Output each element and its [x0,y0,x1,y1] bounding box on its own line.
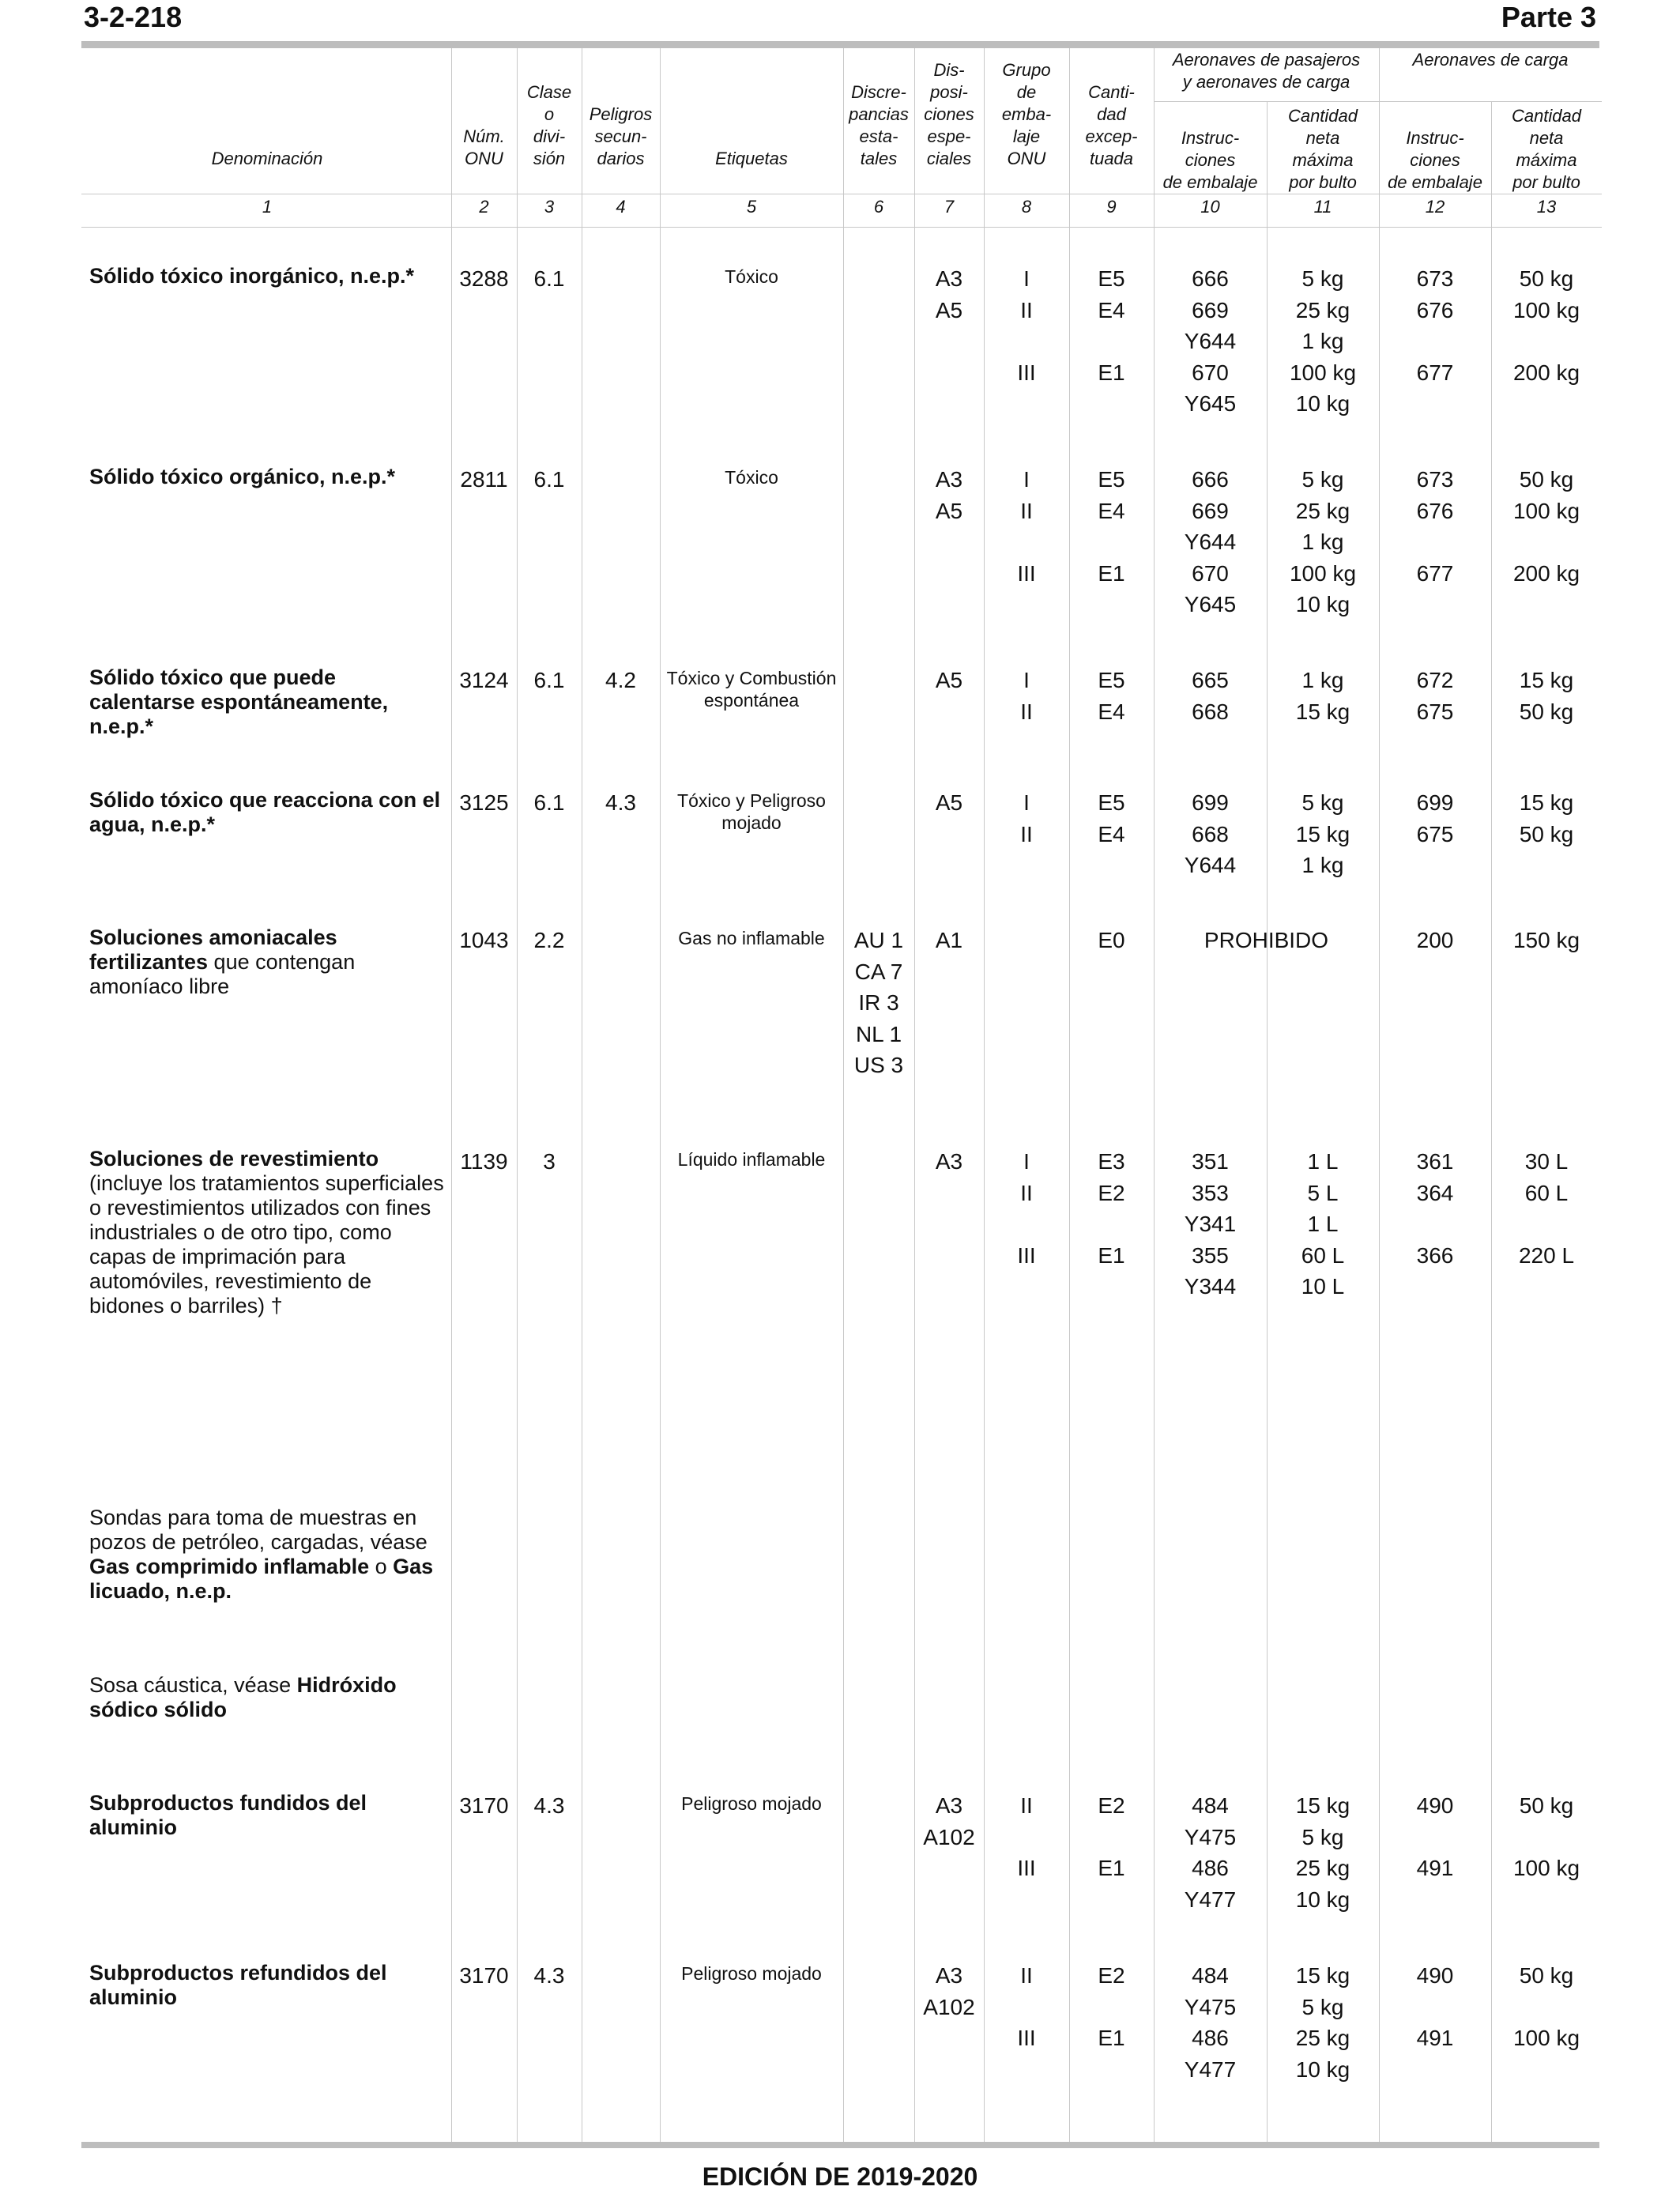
passenger-packing-instruction-cell: 666 669 Y644 670 Y645 [1184,266,1237,416]
page-number: 3-2-218 [84,1,183,33]
header-discrepancias: Discre- pancias esta- tales [849,82,909,168]
label-cell: Tóxico [725,467,778,488]
un-number-cell: 3125 [459,790,509,815]
cargo-max-quantity-cell: 50 kg 100 kg [1512,1793,1580,1880]
header-disposiciones: Dis- posi- ciones espe- ciales [924,60,974,168]
bottom-rule [81,2142,1599,2148]
substance-name: Sólido tóxico que reacciona con el agua, n.e.p.* [89,788,441,836]
column-number: 4 [616,197,626,217]
excepted-quantity-cell: E0 [1098,928,1125,952]
header-instrucciones-pasajeros: Instruc- ciones de embalaje [1162,128,1258,192]
column-number: 10 [1200,197,1220,217]
substance-name: Sólido tóxico inorgánico, n.e.p.* [89,264,415,288]
column-number: 9 [1106,197,1117,217]
un-number-cell: 2811 [460,467,508,492]
special-provisions-cell: A5 [935,668,963,692]
passenger-prohibited-cell: PROHIBIDO [1203,928,1329,952]
packing-group-cell: I II [1020,668,1033,724]
header-grupo: Grupo de emba- laje ONU [1001,60,1052,168]
class-cell: 6.1 [533,266,565,291]
column-number: 13 [1536,197,1557,217]
un-number-cell: 1043 [459,928,509,952]
cargo-packing-instruction-cell: 490 491 [1416,1793,1454,1880]
cargo-max-quantity-cell: 15 kg 50 kg [1519,668,1574,724]
substance-name: Sólido tóxico que puede calentarse espontáneamente, n.e.p.* [89,665,389,738]
cargo-packing-instruction-cell: 361 364 366 [1416,1149,1454,1268]
column-number: 7 [944,197,955,217]
substance-name: Subproductos fundidos del aluminio [89,1791,367,1839]
excepted-quantity-cell: E5 E4 [1098,790,1125,846]
substance-name: Soluciones de revestimiento [89,1147,379,1171]
header-aeronaves-pasajeros: Aeronaves de pasajeros y aeronaves de carga [1172,50,1361,92]
substance-name: Soluciones amoniacales fertilizantes [89,925,337,974]
denominacion-cell [89,264,445,288]
un-number-cell: 3288 [459,266,509,291]
cargo-max-quantity-cell: 30 L 60 L 220 L [1518,1149,1575,1268]
denominacion-cell [89,665,445,739]
top-rule [81,41,1599,48]
passenger-max-quantity-cell: 15 kg 5 kg 25 kg 10 kg [1295,1963,1350,2082]
packing-group-cell: I II III [1017,1149,1036,1268]
excepted-quantity-cell: E3 E2 E1 [1098,1149,1125,1268]
see-reference-sondas: Sondas para toma de muestras en pozos de petróleo, cargadas, véase Gas comprimido inflamable o Gas licuado, n.e.p. [89,1506,434,1603]
excepted-quantity-cell: E2 E1 [1098,1793,1125,1880]
packing-group-cell: II III [1017,1963,1036,2050]
column-number: 1 [262,197,273,217]
column-number: 11 [1313,197,1332,217]
excepted-quantity-cell: E5 E4 E1 [1098,266,1125,385]
cargo-packing-instruction-cell: 672 675 [1416,668,1454,724]
label-cell: Tóxico y Peligroso mojado [677,790,826,833]
passenger-packing-instruction-cell: 666 669 Y644 670 Y645 [1184,467,1237,616]
column-number: 3 [544,197,555,217]
passenger-max-quantity-cell: 1 L 5 L 1 L 60 L 10 L [1301,1149,1345,1299]
un-number-cell: 3170 [459,1963,509,1988]
class-cell: 2.2 [533,928,565,952]
passenger-packing-instruction-cell: 351 353 Y341 355 Y344 [1184,1149,1237,1299]
excepted-quantity-cell: E5 E4 E1 [1098,467,1125,586]
substance-name: Sólido tóxico orgánico, n.e.p.* [89,465,396,488]
cargo-packing-instruction-cell: 200 [1416,928,1454,952]
header-cantidad-carga: Cantidad neta máxima por bulto [1511,106,1582,192]
class-cell: 6.1 [533,467,565,492]
label-cell: Gas no inflamable [678,928,825,948]
column-number: 5 [746,197,757,217]
denominacion-cell [89,1961,445,2010]
class-cell: 4.3 [533,1793,565,1818]
header-cantidad-pasajeros: Cantidad neta máxima por bulto [1287,106,1358,192]
cargo-max-quantity-cell: 50 kg 100 kg 200 kg [1512,467,1580,586]
label-cell: Tóxico y Combustión espontánea [666,668,837,711]
denominacion-cell [89,925,445,999]
special-provisions-cell: A3 A5 [935,467,963,523]
column-number: 8 [1021,197,1032,217]
substance-description: que contengan amoníaco libre [89,950,356,998]
label-cell: Líquido inflamable [677,1149,826,1170]
passenger-max-quantity-cell: 5 kg 25 kg 1 kg 100 kg 10 kg [1289,266,1357,416]
subsidiary-hazard-cell: 4.3 [605,790,636,815]
un-number-cell: 3170 [459,1793,509,1818]
packing-group-cell: I II III [1017,266,1036,385]
header-denominacion: Denominación [211,149,323,168]
class-cell: 6.1 [533,790,565,815]
substance-name: Subproductos refundidos del aluminio [89,1961,387,2009]
header-cantidad-exceptuada: Canti- dad excep- tuada [1085,82,1138,168]
label-cell: Peligroso mojado [681,1963,822,1984]
column-number: 6 [873,197,884,217]
class-cell: 3 [543,1149,556,1174]
header-num-onu: Núm. ONU [463,126,505,168]
cargo-max-quantity-cell: 50 kg 100 kg 200 kg [1512,266,1580,385]
special-provisions-cell: A3 A102 [923,1963,975,2019]
special-provisions-cell: A3 A102 [923,1793,975,1849]
edition-footer: EDICIÓN DE 2019-2020 [702,2162,978,2191]
cargo-packing-instruction-cell: 673 676 677 [1416,266,1454,385]
passenger-packing-instruction-cell: 699 668 Y644 [1184,790,1237,877]
denominacion-cell [89,1147,445,1318]
un-number-cell: 1139 [460,1149,508,1174]
passenger-max-quantity-cell: 1 kg 15 kg [1295,668,1350,724]
class-cell: 6.1 [533,668,565,692]
passenger-max-quantity-cell: 15 kg 5 kg 25 kg 10 kg [1295,1793,1350,1912]
column-number: 12 [1425,197,1445,217]
special-provisions-cell: A3 A5 [935,266,963,322]
label-cell: Peligroso mojado [681,1793,822,1814]
excepted-quantity-cell: E2 E1 [1098,1963,1125,2050]
denominacion-cell [89,465,445,489]
cargo-max-quantity-cell: 150 kg [1512,928,1580,952]
un-number-cell: 3124 [459,668,509,692]
header-etiquetas: Etiquetas [715,149,788,168]
cargo-packing-instruction-cell: 699 675 [1416,790,1454,846]
cargo-max-quantity-cell: 50 kg 100 kg [1512,1963,1580,2050]
header-clase: Clase o divi- sión [526,82,572,168]
excepted-quantity-cell: E5 E4 [1098,668,1125,724]
state-variation-cell: AU 1 CA 7 IR 3 NL 1 US 3 [853,928,904,1077]
header-peligros: Peligros secun- darios [589,104,653,168]
part-title: Parte 3 [1501,1,1596,33]
cargo-packing-instruction-cell: 673 676 677 [1416,467,1454,586]
header-instrucciones-carga: Instruc- ciones de embalaje [1388,128,1482,192]
special-provisions-cell: A1 [935,928,963,952]
packing-group-cell: I II [1020,790,1033,846]
denominacion-cell [89,788,445,837]
passenger-packing-instruction-cell: 484 Y475 486 Y477 [1184,1963,1237,2082]
passenger-max-quantity-cell: 5 kg 15 kg 1 kg [1295,790,1350,877]
header-aeronaves-carga: Aeronaves de carga [1412,50,1569,70]
packing-group-cell: I II III [1017,467,1036,586]
special-provisions-cell: A3 [935,1149,963,1174]
label-cell: Tóxico [725,266,778,287]
special-provisions-cell: A5 [935,790,963,815]
cargo-max-quantity-cell: 15 kg 50 kg [1519,790,1574,846]
passenger-max-quantity-cell: 5 kg 25 kg 1 kg 100 kg 10 kg [1289,467,1357,616]
see-reference-sosa: Sosa cáustica, véase Hidróxido sódico sólido [89,1673,397,1721]
denominacion-cell [89,1791,445,1840]
passenger-packing-instruction-cell: 665 668 [1192,668,1229,724]
cargo-packing-instruction-cell: 490 491 [1416,1963,1454,2050]
class-cell: 4.3 [533,1963,565,1988]
passenger-packing-instruction-cell: 484 Y475 486 Y477 [1184,1793,1237,1912]
subsidiary-hazard-cell: 4.2 [605,668,636,692]
substance-description: (incluye los tratamientos superficiales o revestimientos utilizados con fines industriales o de otro tipo, como capas de imprimación para automóviles, revestimiento de bidones o barriles) † [89,1171,444,1318]
column-number: 2 [479,197,489,217]
packing-group-cell: II III [1017,1793,1036,1880]
